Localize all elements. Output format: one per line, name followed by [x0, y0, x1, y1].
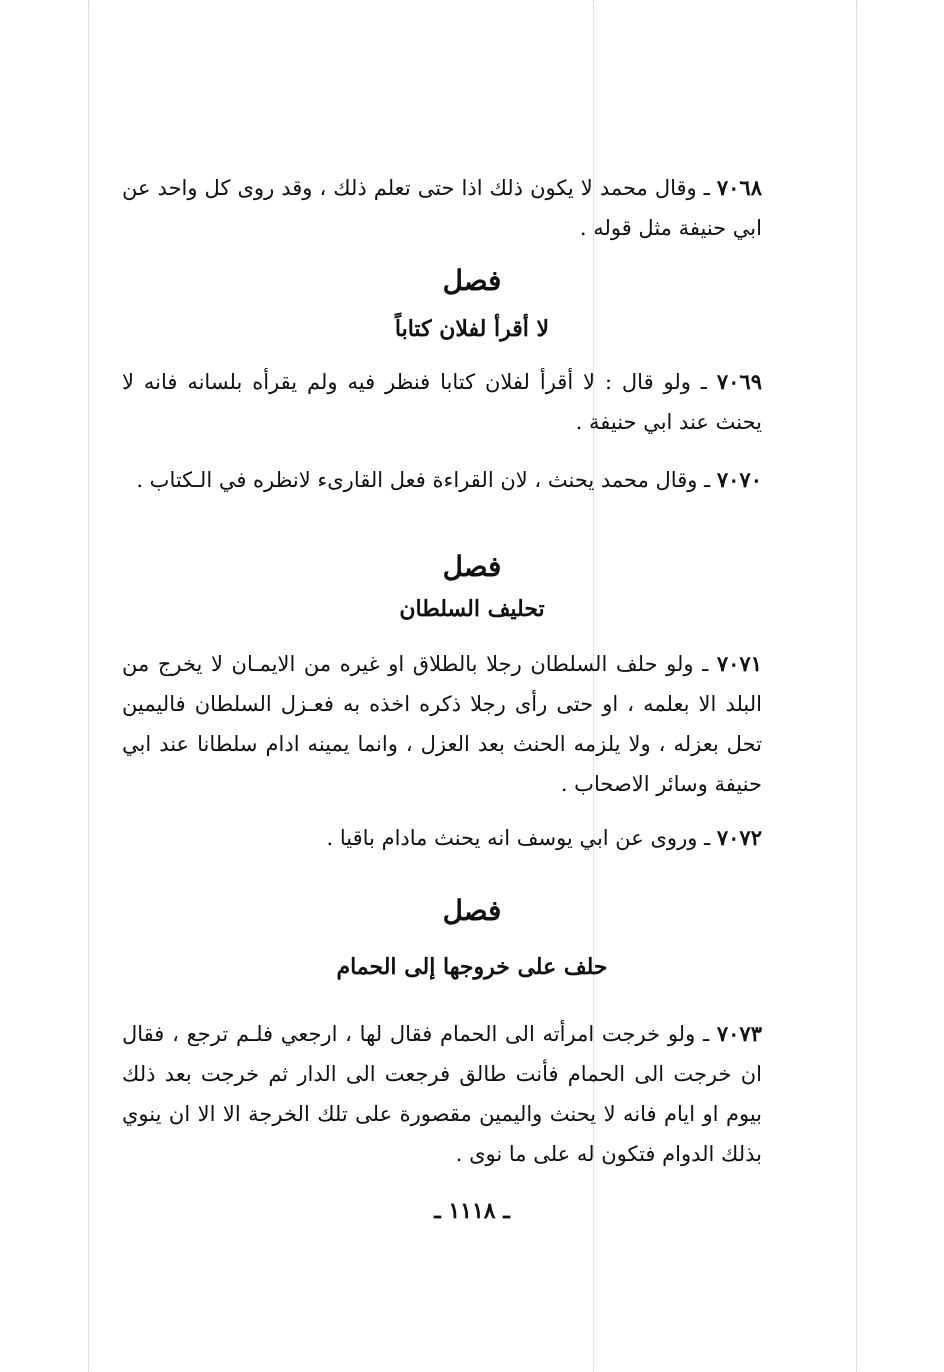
paragraph-text: ـ وقال محمد يحنث ، لان القراءة فعل القارىء لانظره في الـكتاب . [136, 468, 717, 492]
paragraph-7069 [122, 362, 762, 442]
fasl-label: فصل [442, 264, 502, 297]
paragraph-text: ـ ولو حلف السلطان رجلا بالطلاق او غيره من الايمـان لا يخرج من البلد الا بعلمه ، او حتى رأى رجلا ذكره اخذه به فعـزل السلطان فاليمين تحل بعزله ، ولا يلزمه الحنث بعد العزل ، وانما يمينه ادام سلطانا عند ابي حنيفة وسائر الاصحاب . [122, 652, 762, 796]
dotted-guide-line [88, 0, 89, 1372]
page-number: ـ ١١١٨ ـ [434, 1198, 510, 1224]
section-title: حلف على خروجها إلى الحمام [336, 954, 608, 980]
paragraph-number: ٧٠٧٣ [716, 1021, 762, 1046]
paragraph-text: ـ ولو قال : لا أقرأ لفلان كتابا فنظر فيه ولم يقرأه بلسانه فانه لا يحنث عند ابي حنيفة . [122, 370, 762, 434]
paragraph-7071 [122, 644, 762, 804]
paragraph-number: ٧٠٧١ [716, 651, 762, 676]
paragraph-text: ـ ولو خرجت امرأته الى الحمام فقال لها ، ارجعي فلـم ترجع ، فقال ان خرجت الى الحمام فأنت طالق فرجعت الى الدار ثم خرجت بعد ذلك بيوم او ايام فانه لا يحنث واليمين مقصورة على تلك الخرجة الا الا ان ينوي بذلك الدوام فتكون له على ما نوى . [122, 1022, 762, 1166]
paragraph-7072 [122, 818, 762, 858]
paragraph-text: ـ وروى عن ابي يوسف انه يحنث مادام باقيا . [326, 826, 717, 850]
paragraph-number: ٧٠٧٠ [716, 467, 762, 492]
paragraph-number: ٧٠٦٨ [716, 175, 762, 200]
paragraph-7073 [122, 1014, 762, 1174]
section-heading-fasl [0, 264, 944, 297]
section-heading-fasl [0, 550, 944, 583]
paragraph-number: ٧٠٦٩ [716, 369, 762, 394]
paragraph-7070 [122, 460, 762, 500]
paragraph-7068 [122, 168, 762, 248]
dotted-guide-line [856, 0, 857, 1372]
fasl-label: فصل [442, 550, 502, 583]
paragraph-text: ـ وقال محمد لا يكون ذلك اذا حتى تعلم ذلك ، وقد روى كل واحد عن ابي حنيفة مثل قوله . [122, 176, 762, 240]
section-heading-fasl [0, 894, 944, 927]
fasl-label: فصل [442, 894, 502, 927]
section-title: تحليف السلطان [399, 596, 545, 622]
section-title: لا أقرأ لفلان كتاباً [394, 316, 550, 342]
paragraph-number: ٧٠٧٢ [716, 825, 762, 850]
